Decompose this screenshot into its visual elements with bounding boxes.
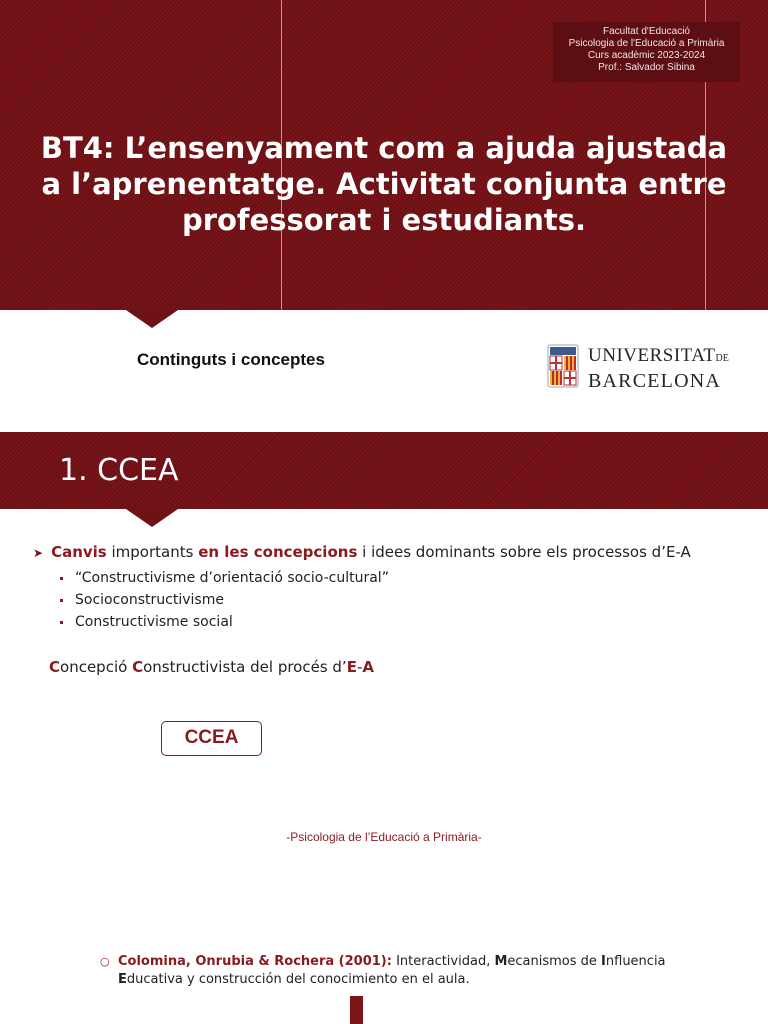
sub-bullet-list <box>60 567 389 633</box>
circle-bullet-icon: ○ <box>100 955 110 968</box>
reference-letter-i: I <box>601 954 606 969</box>
logo-wordmark <box>588 345 729 392</box>
letter-a: A <box>362 658 374 676</box>
bullet-text-rest: i idees dominants sobre els processos d’E-A <box>357 543 691 561</box>
info-line-subject: Psicologia de l'Educació a Primària <box>568 38 725 49</box>
reference-text-2: ecanismos de <box>507 954 602 969</box>
university-logo <box>546 341 736 393</box>
bottom-accent-bar <box>350 996 363 1024</box>
page-title <box>30 130 738 238</box>
arrow-bullet-icon: ➤ <box>33 546 44 560</box>
reference-authors: Colomina, Onrubia & Rochera (2001): <box>118 954 392 969</box>
reference-text-1: Interactividad, <box>391 954 495 969</box>
bullet-text-important: importants <box>106 543 199 561</box>
ccea-definition <box>49 658 374 676</box>
square-bullet-icon <box>60 577 63 580</box>
list-item-text: “Constructivisme d’orientació socio-cultural” <box>75 570 389 586</box>
bullet-text-canvis: Canvis <box>51 543 107 561</box>
main-bullet <box>33 543 691 561</box>
concept-text-2: onstructivista del procés d’ <box>143 658 347 676</box>
title-line-1: BT4: L’ensenyament com a ajuda ajustada <box>40 131 728 165</box>
reference-text-3: nfluencia <box>605 954 666 969</box>
info-line-professor: Prof.: Salvador Sibina <box>598 62 695 73</box>
square-bullet-icon <box>60 599 63 602</box>
list-item <box>60 567 389 589</box>
reference-item <box>100 953 700 989</box>
crest-icon <box>546 341 580 391</box>
reference-text-4: ducativa y construcción del conocimiento en el aula. <box>126 972 470 987</box>
section-notch <box>126 509 178 527</box>
header-banner <box>0 0 768 310</box>
letter-e: E <box>346 658 357 676</box>
ccea-acronym-box: CCEA <box>161 721 262 756</box>
title-line-3: professorat i estudiants. <box>181 203 587 237</box>
letter-c2: C <box>132 658 144 676</box>
title-line-2: a l’aprenentatge. Activitat conjunta entre <box>41 167 727 201</box>
letter-c1: C <box>49 658 61 676</box>
course-info-box <box>553 22 740 82</box>
section-title: 1. CCEA <box>59 453 179 488</box>
logo-line-1: UNIVERSITAT <box>588 345 716 366</box>
bullet-text-concepcions: en les concepcions <box>198 543 358 561</box>
logo-line-2: BARCELONA <box>588 370 722 392</box>
list-item-text: Socioconstructivisme <box>75 592 224 608</box>
concept-text-1: oncepció <box>60 658 133 676</box>
reference-letter-m: M <box>494 954 508 969</box>
list-item <box>60 589 389 611</box>
section-subtitle: Continguts i conceptes <box>137 350 325 369</box>
logo-line-1-suffix: DE <box>715 353 729 364</box>
square-bullet-icon <box>60 621 63 624</box>
list-item-text: Constructivisme social <box>75 614 233 630</box>
info-line-faculty: Facultat d'Educació <box>603 26 690 37</box>
reference-letter-e: E <box>118 972 127 987</box>
info-line-year: Curs acadèmic 2023-2024 <box>587 50 706 61</box>
list-item <box>60 611 389 633</box>
banner-notch <box>126 310 178 328</box>
course-footer-note: -Psicologia de l’Educació a Primària- <box>286 830 482 844</box>
concept-dash: - <box>356 658 363 676</box>
